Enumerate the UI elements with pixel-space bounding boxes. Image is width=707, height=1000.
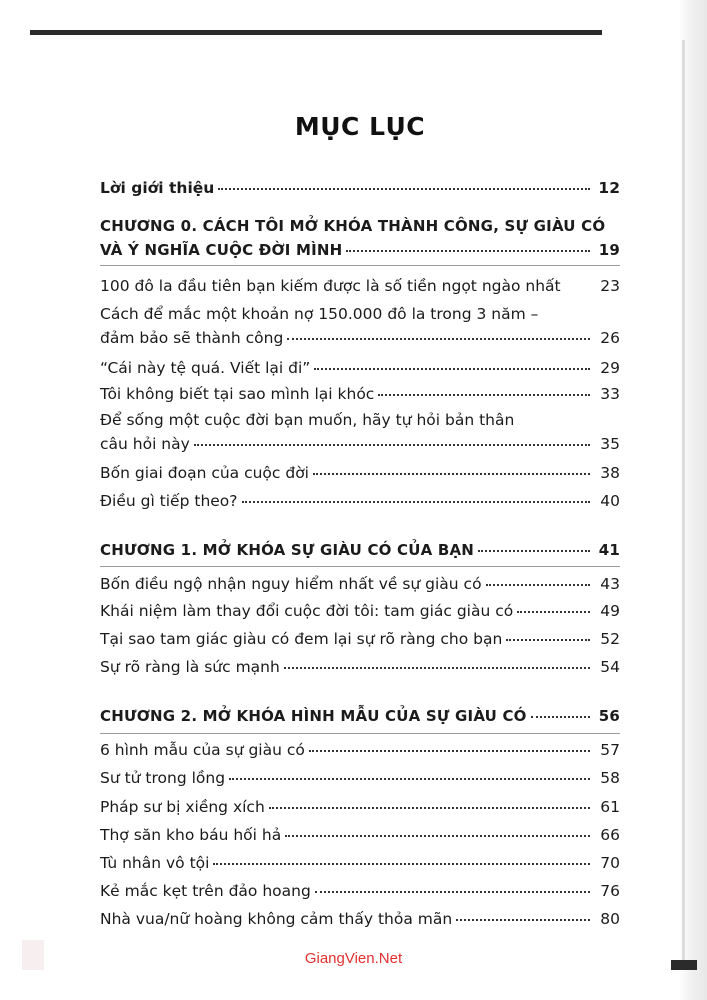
chapter-title: CHƯƠNG 1. MỞ KHÓA SỰ GIÀU CÓ CỦA BẠN bbox=[100, 541, 475, 559]
toc-entry[interactable] bbox=[100, 599, 620, 623]
dot-leader bbox=[242, 501, 590, 503]
entry-page: 49 bbox=[600, 602, 620, 620]
entry-page: 40 bbox=[600, 492, 620, 510]
section-divider bbox=[100, 566, 620, 567]
toc-entry-intro[interactable] bbox=[100, 176, 620, 200]
toc-entry[interactable] bbox=[100, 879, 620, 903]
entry-title-line1: Để sống một cuộc đời bạn muốn, hãy tự hỏi bản thân bbox=[100, 411, 515, 429]
toc-entry[interactable] bbox=[100, 302, 620, 350]
entry-title: Bốn giai đoạn của cuộc đời bbox=[100, 464, 309, 482]
entry-title: Lời giới thiệu bbox=[100, 179, 215, 197]
toc-entry[interactable] bbox=[100, 274, 620, 298]
dot-leader bbox=[218, 188, 590, 190]
chapter-title: CHƯƠNG 2. MỞ KHÓA HÌNH MẪU CỦA SỰ GIÀU CÓ bbox=[100, 707, 527, 725]
toc-entry[interactable] bbox=[100, 655, 620, 679]
dot-leader bbox=[478, 550, 590, 552]
entry-page: 12 bbox=[598, 179, 620, 197]
dot-leader bbox=[313, 473, 590, 475]
entry-title-line2: đảm bảo sẽ thành công bbox=[100, 329, 284, 347]
entry-page: 58 bbox=[600, 769, 620, 787]
entry-page: 52 bbox=[600, 630, 620, 648]
toc-entry[interactable] bbox=[100, 408, 620, 456]
entry-title: Điều gì tiếp theo? bbox=[100, 492, 238, 510]
toc-entry[interactable] bbox=[100, 851, 620, 875]
dot-leader bbox=[531, 716, 590, 718]
entry-title-line2: câu hỏi này bbox=[100, 435, 190, 453]
dot-leader bbox=[309, 750, 590, 752]
toc-entry[interactable] bbox=[100, 461, 620, 485]
dot-leader bbox=[269, 807, 590, 809]
entry-page: 57 bbox=[600, 741, 620, 759]
entry-title: 6 hình mẫu của sự giàu có bbox=[100, 741, 305, 759]
toc-entry[interactable] bbox=[100, 572, 620, 596]
toc-heading: MỤC LỤC bbox=[294, 112, 426, 141]
section-divider bbox=[100, 733, 620, 734]
toc-entry[interactable] bbox=[100, 907, 620, 931]
toc-chapter-2[interactable] bbox=[100, 704, 620, 728]
chapter-page: 56 bbox=[598, 707, 620, 725]
entry-page: 61 bbox=[600, 798, 620, 816]
toc-entry[interactable] bbox=[100, 823, 620, 847]
toc-entry[interactable] bbox=[100, 738, 620, 762]
toc-entry[interactable] bbox=[100, 489, 620, 513]
dot-leader bbox=[456, 919, 590, 921]
entry-page: 38 bbox=[600, 464, 620, 482]
entry-title: Tù nhân vô tội bbox=[100, 854, 210, 872]
toc-chapter-1[interactable] bbox=[100, 538, 620, 562]
dot-leader bbox=[213, 863, 590, 865]
chapter-page: 19 bbox=[598, 241, 620, 259]
entry-title: Khái niệm làm thay đổi cuộc đời tôi: tam giác giàu có bbox=[100, 602, 514, 620]
dot-leader bbox=[284, 667, 590, 669]
toc-entry[interactable] bbox=[100, 627, 620, 651]
entry-page: 66 bbox=[600, 826, 620, 844]
entry-page: 54 bbox=[600, 658, 620, 676]
dot-leader bbox=[285, 835, 590, 837]
entry-title: Sự rõ ràng là sức mạnh bbox=[100, 658, 280, 676]
dot-leader bbox=[287, 338, 590, 340]
entry-title-line1: Cách để mắc một khoản nợ 150.000 đô la trong 3 năm – bbox=[100, 305, 539, 323]
entry-title: Tại sao tam giác giàu có đem lại sự rõ ràng cho bạn bbox=[100, 630, 503, 648]
toc-entry[interactable] bbox=[100, 766, 620, 790]
entry-title: 100 đô la đầu tiên bạn kiếm được là số tiền ngọt ngào nhất bbox=[100, 277, 561, 295]
dot-leader bbox=[486, 584, 590, 586]
entry-title: Tôi không biết tại sao mình lại khóc bbox=[100, 385, 375, 403]
chapter-page: 41 bbox=[598, 541, 620, 559]
entry-page: 76 bbox=[600, 882, 620, 900]
chapter-title-line1: CHƯƠNG 0. CÁCH TÔI MỞ KHÓA THÀNH CÔNG, SỰ GIÀU CÓ bbox=[100, 217, 606, 235]
chapter-title-line2: VÀ Ý NGHĨA CUỘC ĐỜI MÌNH bbox=[100, 241, 343, 259]
entry-page: 33 bbox=[600, 385, 620, 403]
entry-page: 43 bbox=[600, 575, 620, 593]
entry-title: Thợ săn kho báu hối hả bbox=[100, 826, 282, 844]
entry-page: 29 bbox=[600, 359, 620, 377]
toc-chapter-0[interactable] bbox=[100, 214, 620, 262]
page-fold-shadow bbox=[682, 40, 685, 970]
section-divider bbox=[100, 265, 620, 266]
entry-title: “Cái này tệ quá. Viết lại đi” bbox=[100, 359, 311, 377]
top-edge-rule bbox=[30, 30, 602, 35]
toc-entry[interactable] bbox=[100, 356, 620, 380]
entry-title: Kẻ mắc kẹt trên đảo hoang bbox=[100, 882, 311, 900]
entry-page: 26 bbox=[600, 329, 620, 347]
dot-leader bbox=[378, 394, 590, 396]
entry-page: 70 bbox=[600, 854, 620, 872]
toc-entry[interactable] bbox=[100, 382, 620, 406]
dot-leader bbox=[506, 639, 590, 641]
dot-leader bbox=[314, 368, 590, 370]
dot-leader bbox=[315, 891, 590, 893]
entry-title: Bốn điều ngộ nhận nguy hiểm nhất về sự giàu có bbox=[100, 575, 482, 593]
entry-page: 80 bbox=[600, 910, 620, 928]
entry-title: Nhà vua/nữ hoàng không cảm thấy thỏa mãn bbox=[100, 910, 453, 928]
dot-leader bbox=[517, 611, 590, 613]
dot-leader bbox=[229, 778, 590, 780]
entry-title: Sư tử trong lồng bbox=[100, 769, 226, 787]
watermark-text: GiangVien.Net bbox=[304, 950, 403, 967]
dot-leader bbox=[346, 250, 590, 252]
toc-entry[interactable] bbox=[100, 795, 620, 819]
entry-page: 23 bbox=[600, 277, 620, 295]
dot-leader bbox=[194, 444, 590, 446]
entry-title: Pháp sư bị xiềng xích bbox=[100, 798, 265, 816]
entry-page: 35 bbox=[600, 435, 620, 453]
